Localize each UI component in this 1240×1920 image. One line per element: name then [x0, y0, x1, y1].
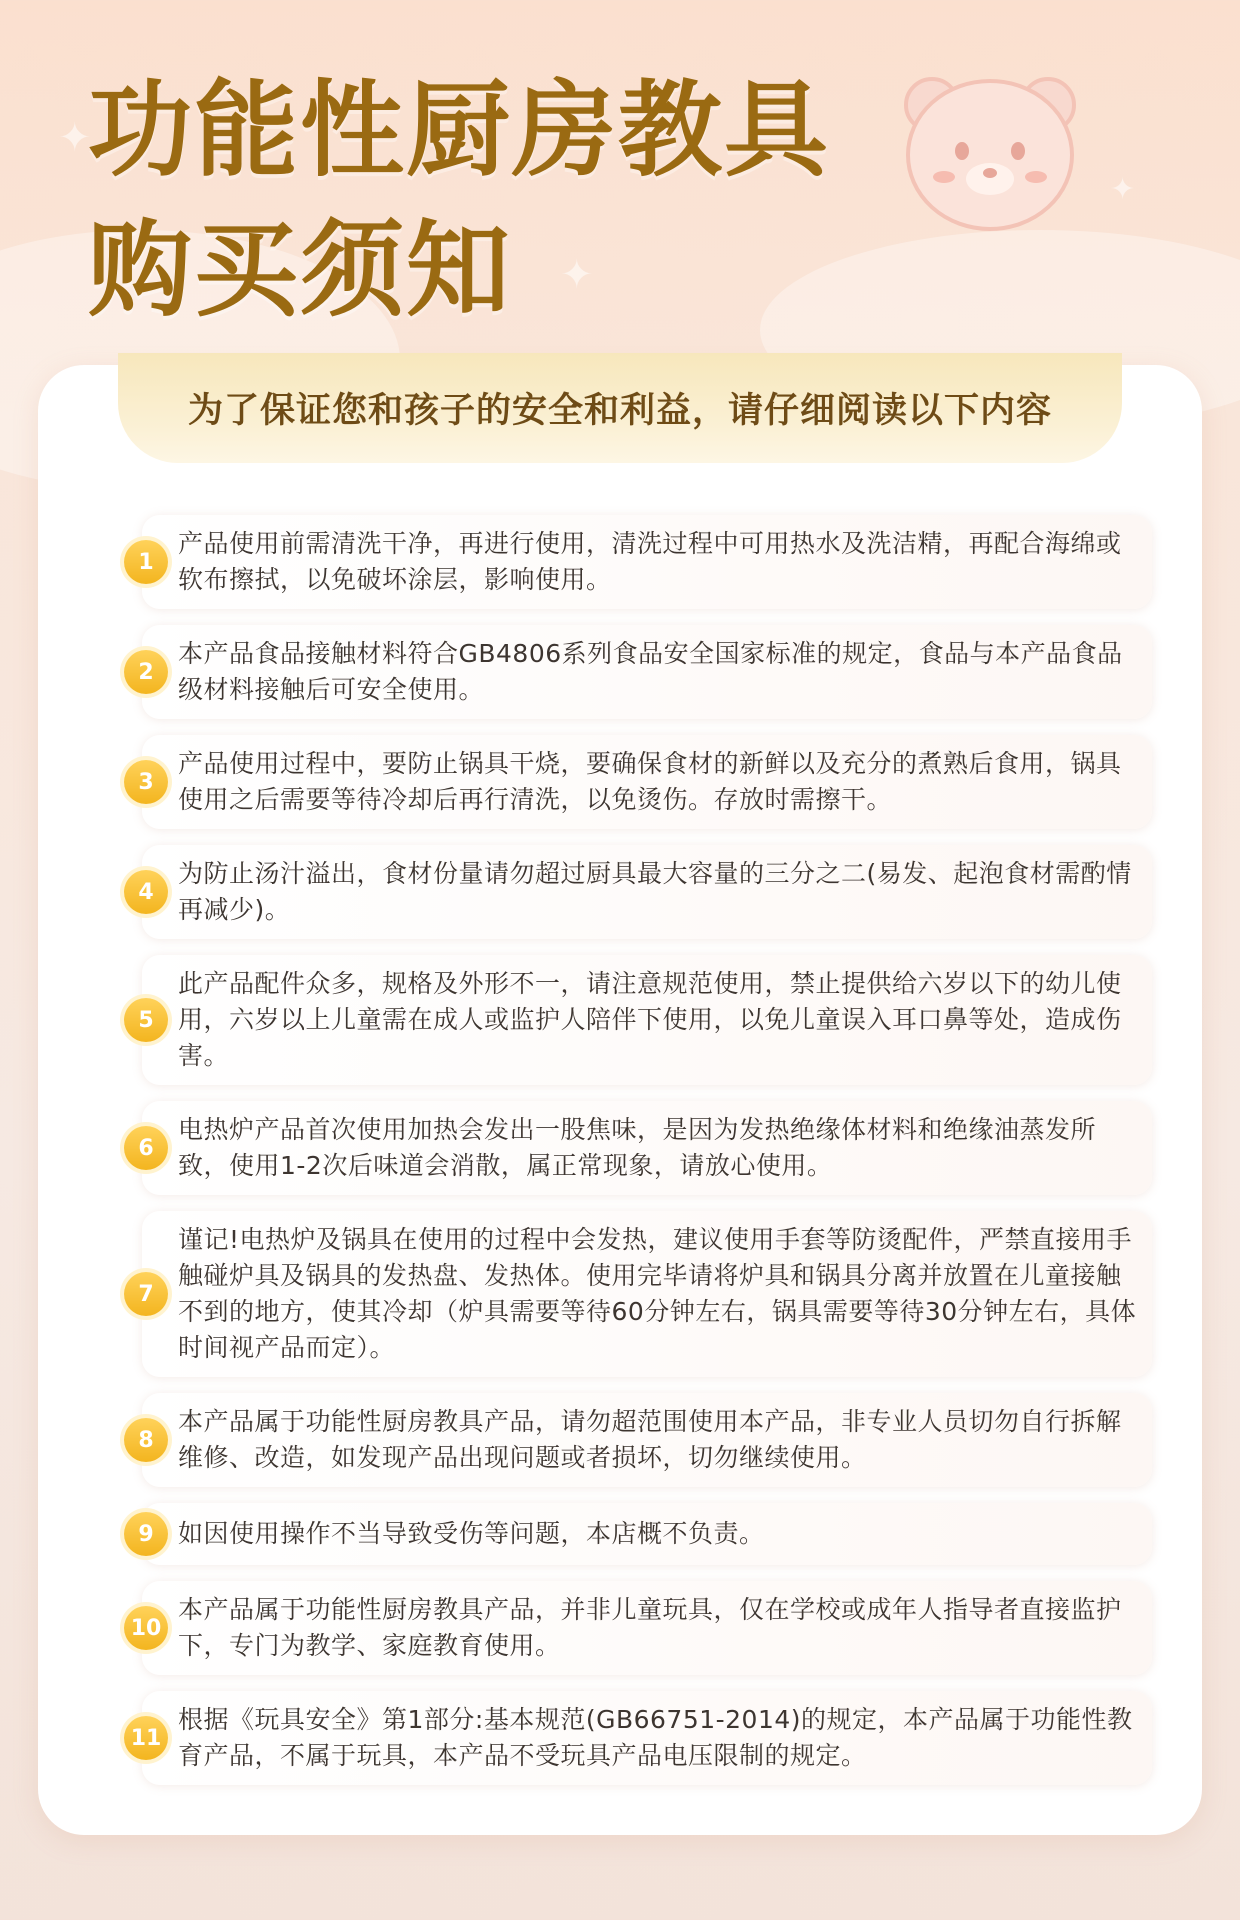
- number-badge: 1: [124, 540, 168, 584]
- number-badge: 4: [124, 870, 168, 914]
- number-badge: 8: [124, 1418, 168, 1462]
- bear-illustration-icon: [890, 55, 1090, 255]
- banner-text: 为了保证您和孩子的安全和利益，请仔细阅读以下内容: [187, 391, 1052, 431]
- sparkle-icon: ✦: [1110, 172, 1136, 207]
- number-badge: 7: [124, 1272, 168, 1316]
- item-text: 本产品食品接触材料符合GB4806系列食品安全国家标准的规定，食品与本产品食品级材料接触后可安全使用。: [178, 639, 1123, 704]
- number-badge: 10: [124, 1606, 168, 1650]
- list-item: [138, 845, 1152, 939]
- number-badge: 3: [124, 760, 168, 804]
- sparkle-icon: ✦: [560, 252, 594, 298]
- number-badge: 2: [124, 650, 168, 694]
- item-text: 本产品属于功能性厨房教具产品，请勿超范围使用本产品，非专业人员切勿自行拆解维修、改造，如发现产品出现问题或者损坏，切勿继续使用。: [178, 1407, 1122, 1472]
- number-badge: 9: [124, 1512, 168, 1556]
- list-item: [138, 1503, 1152, 1565]
- item-text: 谨记!电热炉及锅具在使用的过程中会发热，建议使用手套等防烫配件，严禁直接用手触碰炉具及锅具的发热盘、发热体。使用完毕请将炉具和锅具分离并放置在儿童接触不到的地方，使其冷却（炉具需要等待60分钟左右，锅具需要等待30分钟左右，具体时间视产品而定）。: [178, 1225, 1137, 1362]
- title-line-2: 购买须知: [88, 209, 513, 331]
- item-text: 产品使用过程中，要防止锅具干烧，要确保食材的新鲜以及充分的煮熟后食用，锅具使用之后需要等待冷却后再行清洗，以免烫伤。存放时需擦干。: [178, 749, 1122, 814]
- number-badge: 6: [124, 1126, 168, 1170]
- item-text: 此产品配件众多，规格及外形不一，请注意规范使用，禁止提供给六岁以下的幼儿使用，六岁以上儿童需在成人或监护人陪伴下使用，以免儿童误入耳口鼻等处，造成伤害。: [178, 969, 1122, 1070]
- list-item: [138, 1101, 1152, 1195]
- number-badge: 5: [124, 998, 168, 1042]
- page-title: [88, 60, 830, 340]
- number-badge: 11: [124, 1716, 168, 1760]
- title-line-1: 功能性厨房教具: [88, 69, 831, 191]
- sparkle-icon: ✦: [58, 115, 92, 161]
- list-item: [138, 625, 1152, 719]
- notice-banner: [118, 353, 1122, 463]
- list-item: [138, 955, 1152, 1085]
- item-text: 电热炉产品首次使用加热会发出一股焦味，是因为发热绝缘体材料和绝缘油蒸发所致，使用1-2次后味道会消散，属正常现象，请放心使用。: [178, 1115, 1097, 1180]
- list-item: [130, 1581, 1152, 1675]
- item-text: 产品使用前需清洗干净，再进行使用，清洗过程中可用热水及洗洁精，再配合海绵或软布擦拭，以免破坏涂层，影响使用。: [178, 529, 1122, 594]
- list-item: [138, 515, 1152, 609]
- item-text: 为防止汤汁溢出，食材份量请勿超过厨具最大容量的三分之二(易发、起泡食材需酌情再减少)。: [178, 859, 1132, 924]
- item-text: 根据《玩具安全》第1部分:基本规范(GB66751-2014)的规定，本产品属于功能性教育产品，不属于玩具，本产品不受玩具产品电压限制的规定。: [178, 1705, 1133, 1770]
- list-item: [138, 1211, 1152, 1377]
- list-item: [138, 1393, 1152, 1487]
- list-item: [138, 735, 1152, 829]
- list-item: [130, 1691, 1152, 1785]
- item-text: 本产品属于功能性厨房教具产品，并非儿童玩具，仅在学校或成年人指导者直接监护下，专门为教学、家庭教育使用。: [178, 1595, 1122, 1660]
- notice-card: [38, 365, 1202, 1835]
- item-text: 如因使用操作不当导致受伤等问题，本店概不负责。: [178, 1519, 765, 1548]
